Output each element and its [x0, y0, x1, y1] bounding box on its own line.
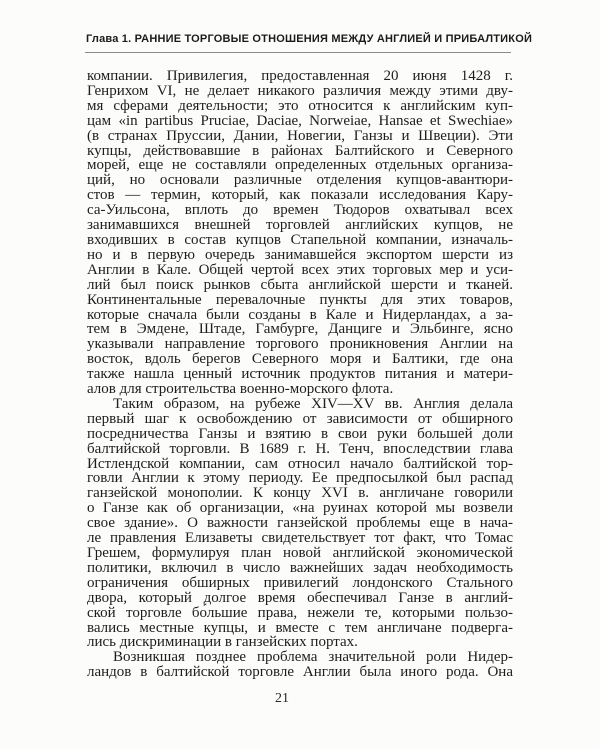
text-line: Грешем, формулируя план новой английской экономической [87, 545, 513, 561]
text-line: цам «in partibus Pruciae, Daciae, Norweiae, Hansae et Swechiae» [87, 112, 513, 129]
body-text [87, 69, 513, 680]
text-line: говли Англии к этому периоду. Ее предпосылкой был распад [87, 470, 513, 487]
chapter-running-head: Глава 1. РАННИЕ ТОРГОВЫЕ ОТНОШЕНИЯ МЕЖДУ АНГЛИЕЙ И ПРИБАЛТИКОЙ [86, 33, 533, 45]
text-line: Генрихом VI, не делает никакого различия между этими дву- [87, 82, 513, 99]
text-line: о Ганзе как об организации, «на руинах которой мы возвели [87, 500, 513, 517]
text-line: политики, включил в число важнейших задач необходимость [87, 559, 513, 576]
text-line: первый шаг к освобождению от зависимости от обширного [87, 410, 513, 427]
text-line: тем в Эмдене, Штаде, Гамбурге, Данциге и Эльбинге, ясно [87, 321, 513, 338]
text-line: двора, который долгое время обеспечивал Ганзе в англий- [87, 589, 513, 606]
text-line: ской торговле бо́льшие права, нежели те, которыми пользо- [87, 604, 513, 621]
text-line: которые сначала были созданы в Кале и Нидерландах, а за- [87, 306, 513, 323]
text-line: са-Уильсона, вплоть до времен Тюдоров охватывал всех [87, 202, 513, 219]
paragraph [87, 650, 513, 680]
text-line: стов — термин, который, как показали исследования Кару- [87, 187, 513, 204]
text-line: лись дискриминации в ганзейских портах. [87, 634, 358, 651]
text-line: морей, еще не составляли определенных отдельных организа- [87, 157, 513, 174]
text-line: вались местные купцы, и вместе с тем англичане подверга- [87, 619, 513, 636]
text-line: ганзейской монополии. К концу XVI в. англичане говорили [87, 485, 513, 502]
text-line: Таким образом, на рубеже XIV—XV вв. Англия делала [113, 395, 513, 412]
text-line: ций, но основали различные отделения купцов-авантюри- [87, 172, 513, 189]
text-line: мя сферами деятельности; это относится к английским куп- [87, 97, 513, 114]
paragraph [87, 69, 513, 397]
text-line: алов для строительства военно-морского флота. [87, 381, 394, 398]
page-number: 21 [275, 691, 289, 706]
text-line: ландов в балтийской торговле Англии была иного рода. Она [87, 664, 513, 681]
text-line: свое здание». О важности ганзейской проблемы еще в нача- [87, 515, 513, 532]
text-line: входивших в состав купцов Стапельной компании, изначаль- [87, 231, 513, 248]
text-line: Возникшая позднее проблема значительной роли Нидер- [113, 649, 513, 666]
text-line: лий был поиск рынков сбыта английской шерсти и тканей. [87, 276, 513, 293]
text-line: Англии в Кале. Общей чертой всех этих торговых мер и уси- [87, 261, 513, 278]
text-line: занимавшихся внешней торговлей английских купцов, не [87, 217, 513, 234]
paragraph [87, 397, 513, 650]
text-line: балтийской торговли. В 1689 г. Н. Тенч, впоследствии глава [87, 440, 513, 457]
header-rule [85, 52, 511, 53]
text-line: ограничения обширных привилегий лондонского Стального [87, 574, 513, 591]
text-line: посредничества Ганзы и взятию в свои руки большей доли [87, 425, 513, 442]
text-line: Истлендской компании, сам относил начало балтийской тор- [87, 455, 513, 472]
text-line: (в странах Пруссии, Дании, Новегии, Ганзы и Швеции). Эти [87, 127, 513, 144]
text-line: купцы, действовавшие в районах Балтийского и Северного [87, 142, 513, 159]
text-line: восток, вдоль берегов Северного моря и Балтики, где она [87, 351, 513, 368]
text-line: но и в первую очередь занимавшейся экспортом шерсти из [87, 246, 513, 263]
text-line: компании. Привилегия, предоставленная 20 июня 1428 г. [87, 68, 513, 84]
text-line: Континентальные перевалочные пункты для этих товаров, [87, 291, 513, 308]
text-line: также нашла ценный источник продуктов питания и матери- [87, 366, 513, 383]
text-line: ле правления Елизаветы свидетельствует тот факт, что Томас [87, 530, 513, 547]
text-line: указывали направление торгового проникновения Англии на [87, 336, 513, 353]
